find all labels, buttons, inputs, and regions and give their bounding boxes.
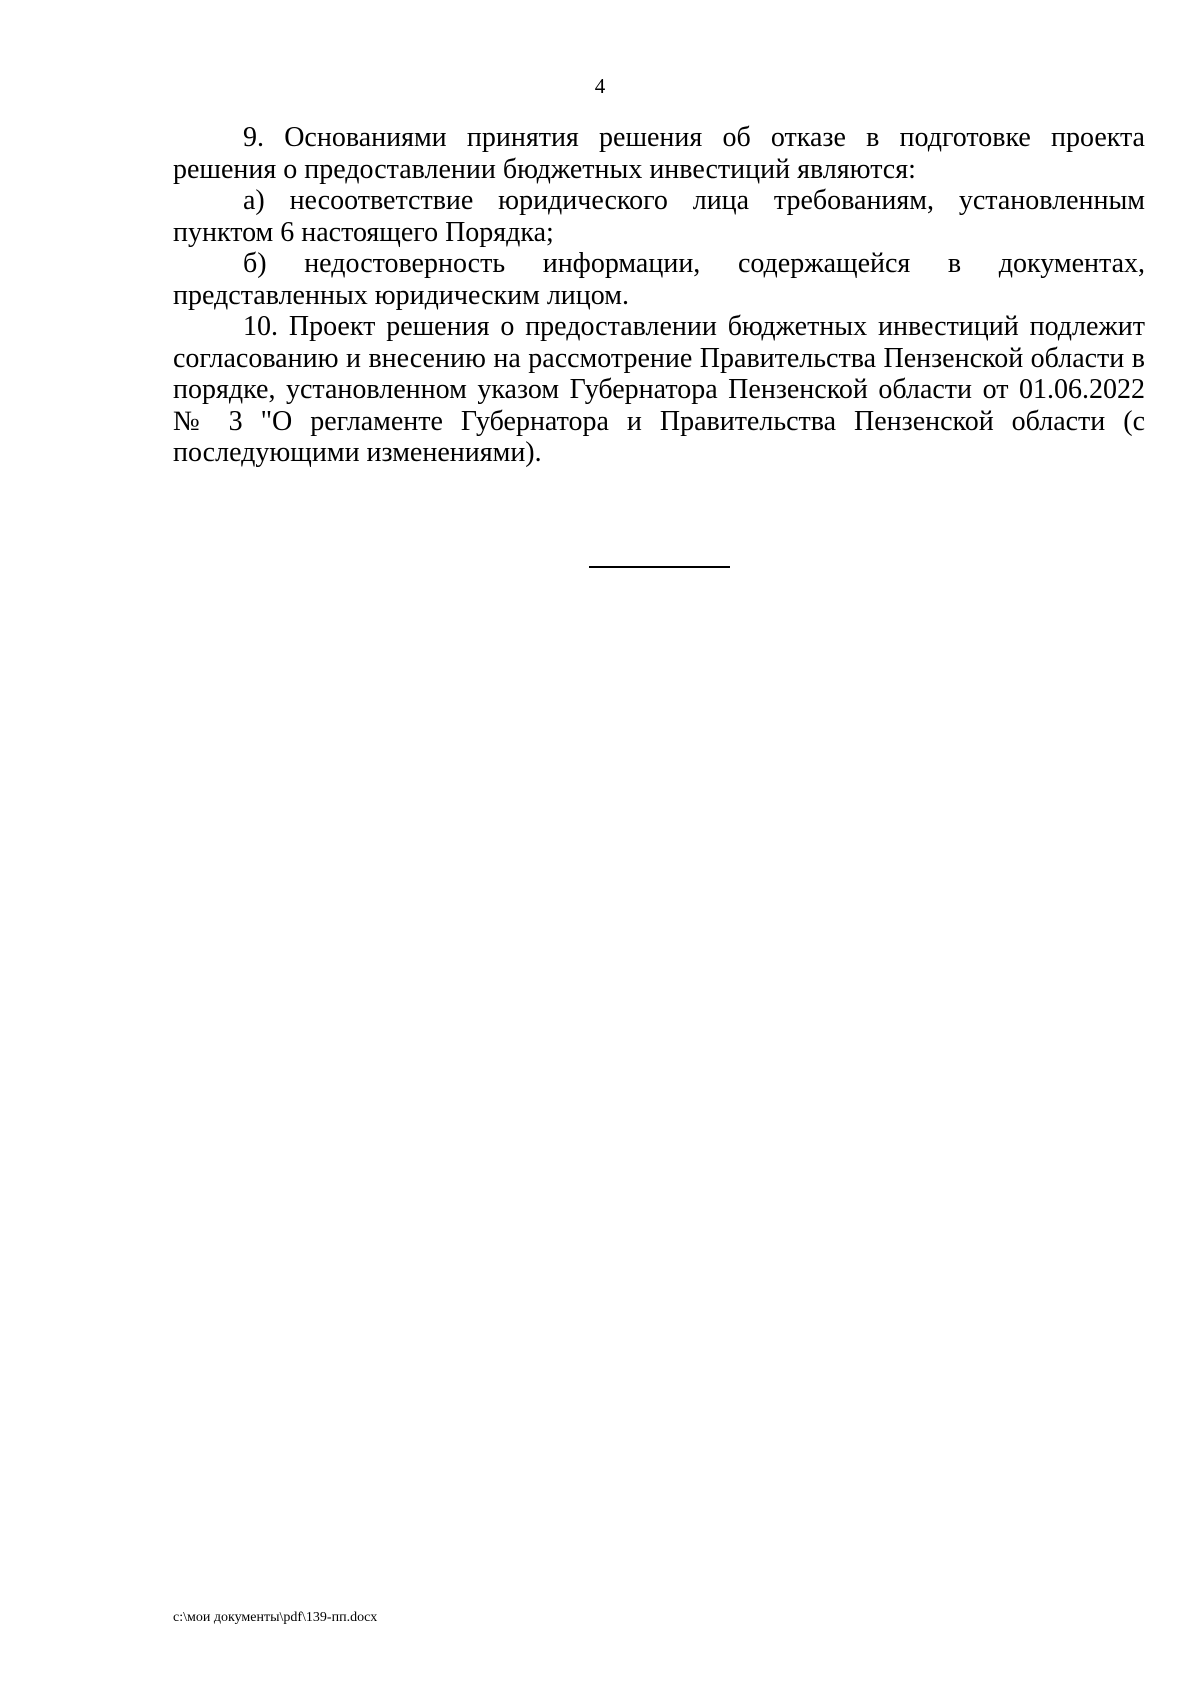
- paragraph-9: 9. Основаниями принятия решения об отказе в подготовке проекта решения о предоставлении бюджетных инвестиций являются:: [173, 122, 1145, 185]
- document-body: [173, 122, 1145, 469]
- paragraph-9a: а) несоответствие юридического лица требованиям, установленным пунктом 6 настоящего Порядка;: [173, 185, 1145, 248]
- end-of-document-rule: [589, 566, 730, 568]
- page-number: 4: [594, 74, 606, 98]
- paragraph-10: 10. Проект решения о предоставлении бюджетных инвестиций подлежит согласованию и внесению на рассмотрение Правительства Пензенской области в порядке, установленном указом Губернатора Пензенской области от 01.06.2022 № 3 "О регламенте Губернатора и Правительства Пензенской области (с последующими изменениями).: [173, 311, 1145, 468]
- footer-file-path: c:\мои документы\pdf\139-пп.docx: [173, 1610, 378, 1625]
- paragraph-9b: б) недостоверность информации, содержащейся в документах, представленных юридическим лицом.: [173, 248, 1145, 311]
